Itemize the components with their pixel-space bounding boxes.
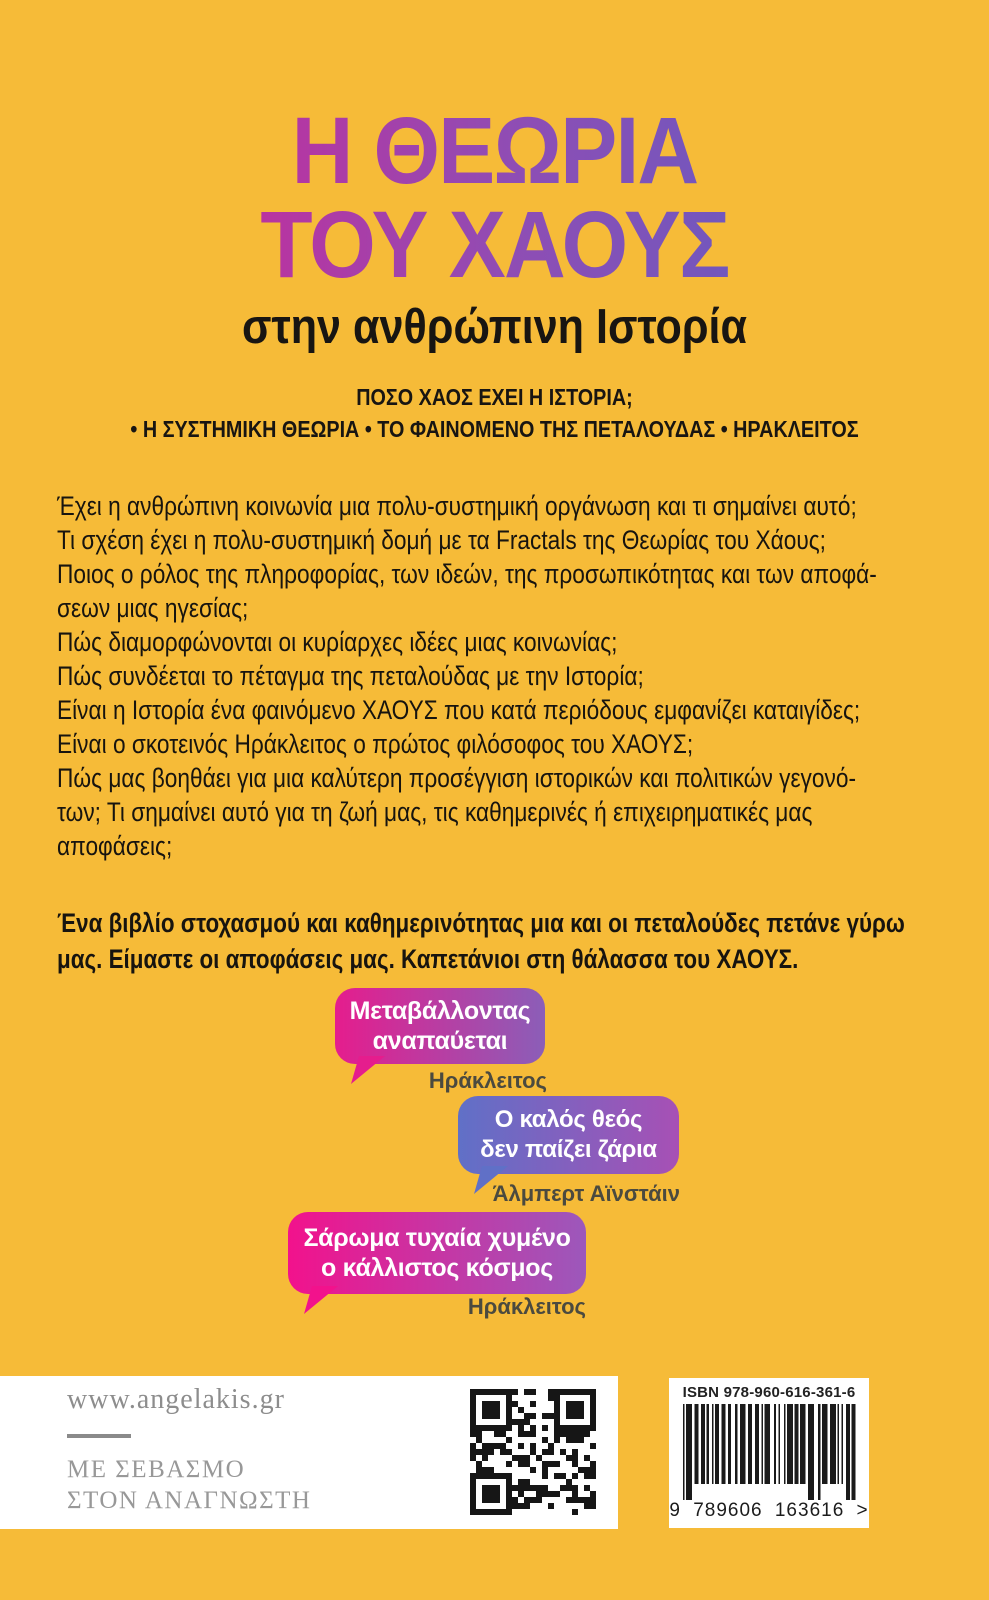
description-text — [57, 489, 947, 863]
quote-bubble-heraclitus-2 — [288, 1212, 586, 1294]
quote-bubble-heraclitus-1 — [335, 988, 545, 1064]
isbn-number: ISBN 978-960-616-361-6 — [682, 1384, 856, 1401]
publisher-website: www.angelakis.gr — [67, 1384, 285, 1415]
quote-text-line: αναπαύεται — [372, 1027, 508, 1055]
highlight-line: μας. Είμαστε οι αποφάσεις μας. Καπετάνιοι στη θάλασσα του ΧΑΟΥΣ. — [57, 944, 799, 974]
description-line: Τι σχέση έχει η πολυ-συστημική δομή με τα Fractals της Θεωρίας του Χάους; — [57, 525, 826, 555]
book-subtitle: στην ανθρώπινη Ιστορία — [241, 300, 748, 354]
description-line: Έχει η ανθρώπινη κοινωνία μια πολυ-συστημική οργάνωση και τι σημαίνει αυτό; — [57, 491, 857, 521]
description-line: Πώς διαμορφώνονται οι κυρίαρχες ιδέες μιας κοινωνίας; — [57, 627, 618, 657]
qr-code-icon — [470, 1389, 596, 1515]
quote-bubble-einstein — [458, 1096, 679, 1174]
book-title — [49, 98, 939, 298]
title-line-1: Η ΘΕΩΡΙΑ — [291, 98, 698, 204]
quote-text-line: Ο καλός θεός — [494, 1106, 643, 1133]
quote-text-line: Μεταβάλλοντας — [349, 997, 531, 1025]
description-line: Είναι ο σκοτεινός Ηράκλειτος ο πρώτος φιλόσοφος του ΧΑΟΥΣ; — [57, 729, 694, 759]
description-line: Πώς μας βοηθάει για μια καλύτερη προσέγγιση ιστορικών και πολιτικών γεγονό- — [57, 763, 857, 793]
publisher-strip — [0, 1376, 618, 1529]
highlight-line: Ένα βιβλίο στοχασμού και καθημερινότητας μια και οι πεταλούδες πετάνε γύρω — [57, 908, 905, 938]
quote-text-line: Σάρωμα τυχαία χυμένο — [303, 1224, 571, 1252]
motto-line: ΜΕ ΣΕΒΑΣΜΟ — [67, 1456, 246, 1483]
title-line-2: ΤΟΥ ΧΑΟΥΣ — [260, 192, 729, 298]
barcode-digits: 9 789606 163616 > — [669, 1500, 869, 1521]
tagline-question: ΠΟΣΟ ΧΑΟΣ ΕΧΕΙ Η ΙΣΤΟΡΙΑ; — [356, 384, 633, 410]
isbn-block — [669, 1378, 869, 1528]
highlight-paragraph — [57, 905, 937, 977]
description-line: σεων μιας ηγεσίας; — [57, 593, 249, 623]
ean-barcode — [681, 1404, 857, 1500]
quote-author: Ηράκλειτος — [428, 1068, 547, 1093]
description-line: Πώς συνδέεται το πέταγμα της πεταλούδας με την Ιστορία; — [57, 661, 644, 691]
description-line: των; Τι σημαίνει αυτό για τη ζωή μας, τις καθημερινές ή επιχειρηματικές μας — [57, 797, 813, 827]
description-line: Ποιος ο ρόλος της πληροφορίας, των ιδεών, της προσωπικότητας και των αποφά- — [57, 559, 877, 589]
motto-line: ΣΤΟΝ ΑΝΑΓΝΩΣΤΗ — [67, 1487, 312, 1514]
tagline — [69, 381, 920, 445]
divider-rule — [67, 1434, 131, 1438]
quote-text-line: ο κάλλιστος κόσμος — [321, 1254, 553, 1282]
description-line: Είναι η Ιστορία ένα φαινόμενο ΧΑΟΥΣ που κατά περιόδους εμφανίζει καταιγίδες; — [57, 695, 861, 725]
publisher-motto — [67, 1454, 311, 1516]
quote-text-line: δεν παίζει ζάρια — [480, 1136, 657, 1163]
description-line: αποφάσεις; — [57, 831, 173, 861]
tagline-topics: • Η ΣΥΣΤΗΜΙΚΗ ΘΕΩΡΙΑ • ΤΟ ΦΑΙΝΟΜΕΝΟ ΤΗΣ ΠΕΤΑΛΟΥΔΑΣ • ΗΡΑΚΛΕΙΤΟΣ — [130, 416, 859, 442]
quote-author: Ηράκλειτος — [467, 1294, 586, 1319]
quote-author: Άλμπερτ Αϊνστάιν — [492, 1181, 680, 1206]
